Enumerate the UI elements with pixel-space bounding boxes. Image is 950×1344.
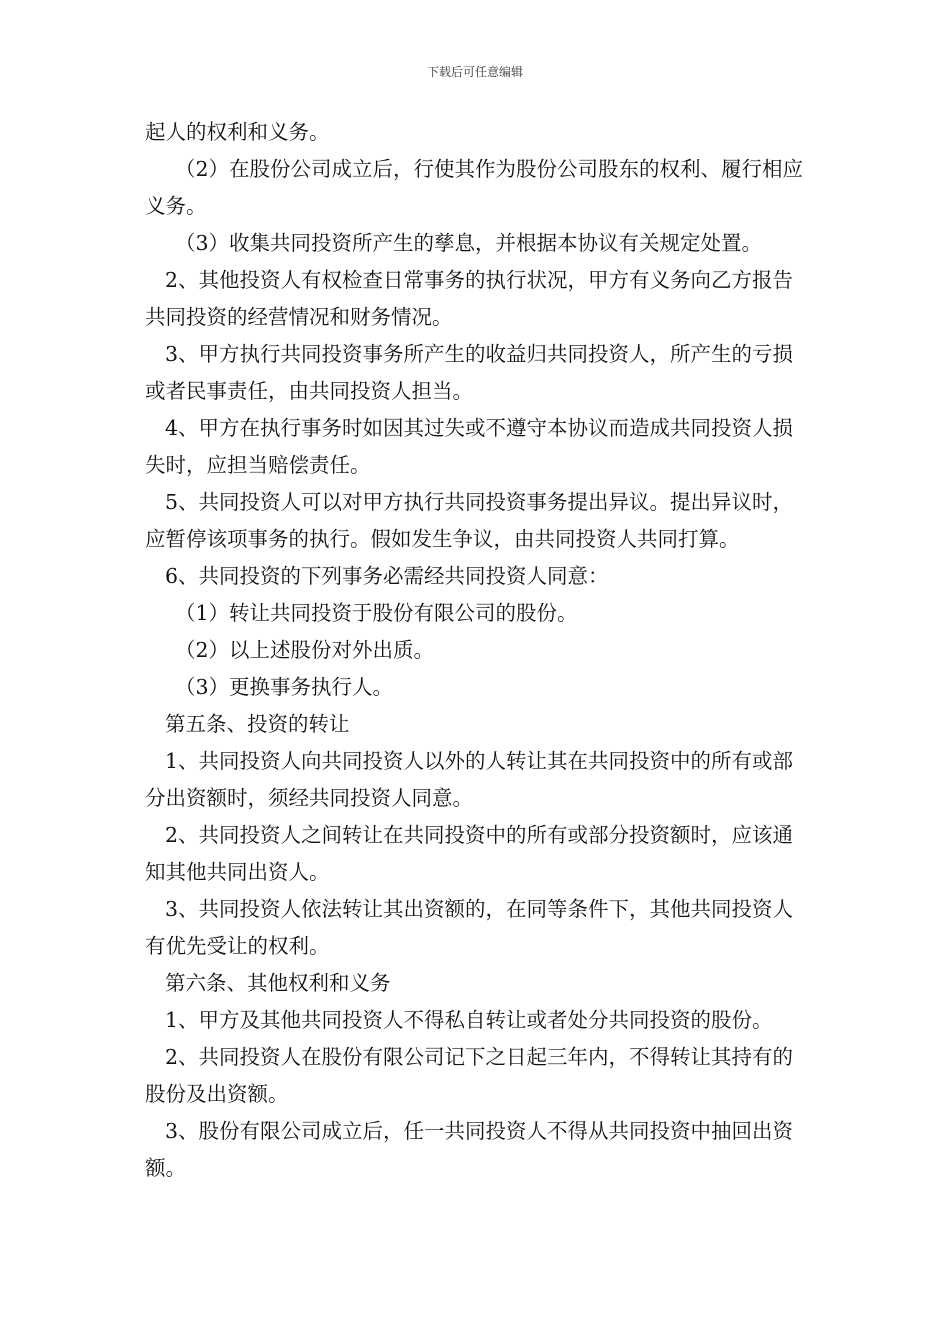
paragraph-13: 1、共同投资人向共同投资人以外的人转让其在共同投资中的所有或部分出资额时，须经共同投资人同意。 — [145, 749, 794, 810]
paragraph-2: （2）在股份公司成立后，行使其作为股份公司股东的权利、履行相应义务。 — [145, 157, 804, 218]
paragraph-6: 4、甲方在执行事务时如因其过失或不遵守本协议而造成共同投资人损失时，应担当赔偿责任。 — [145, 416, 794, 477]
paragraph-4: 2、其他投资人有权检查日常事务的执行状况，甲方有义务向乙方报告共同投资的经营情况和财务情况。 — [145, 268, 794, 329]
page-header-note: 下载后可任意编辑 — [426, 65, 523, 79]
section-heading-article-5: 第五条、投资的转让 — [165, 712, 350, 736]
paragraph-5: 3、甲方执行共同投资事务所产生的收益归共同投资人，所产生的亏损或者民事责任，由共同投资人担当。 — [145, 342, 794, 403]
paragraph-7: 5、共同投资人可以对甲方执行共同投资事务提出异议。提出异议时，应暂停该项事务的执行。假如发生争议，由共同投资人共同打算。 — [145, 490, 794, 551]
paragraph-15: 3、共同投资人依法转让其出资额的，在同等条件下，其他共同投资人有优先受让的权利。 — [145, 897, 794, 958]
paragraph-17: 1、甲方及其他共同投资人不得私自转让或者处分共同投资的股份。 — [165, 1008, 773, 1032]
paragraph-19: 3、股份有限公司成立后，任一共同投资人不得从共同投资中抽回出资额。 — [145, 1119, 794, 1180]
paragraph-8: 6、共同投资的下列事务必需经共同投资人同意： — [165, 564, 609, 588]
paragraph-1: 起人的权利和义务。 — [145, 120, 330, 144]
paragraph-14: 2、共同投资人之间转让在共同投资中的所有或部分投资额时，应该通知其他共同出资人。 — [145, 823, 794, 884]
paragraph-10: （2）以上述股份对外出质。 — [175, 638, 435, 662]
paragraph-11: （3）更换事务执行人。 — [175, 675, 394, 699]
paragraph-9: （1）转让共同投资于股份有限公司的股份。 — [175, 601, 578, 625]
section-heading-article-6: 第六条、其他权利和义务 — [165, 971, 391, 995]
paragraph-3: （3）收集共同投资所产生的孳息，并根据本协议有关规定处置。 — [175, 231, 763, 255]
document-body — [145, 114, 813, 1187]
paragraph-18: 2、共同投资人在股份有限公司记下之日起三年内，不得转让其持有的股份及出资额。 — [145, 1045, 794, 1106]
